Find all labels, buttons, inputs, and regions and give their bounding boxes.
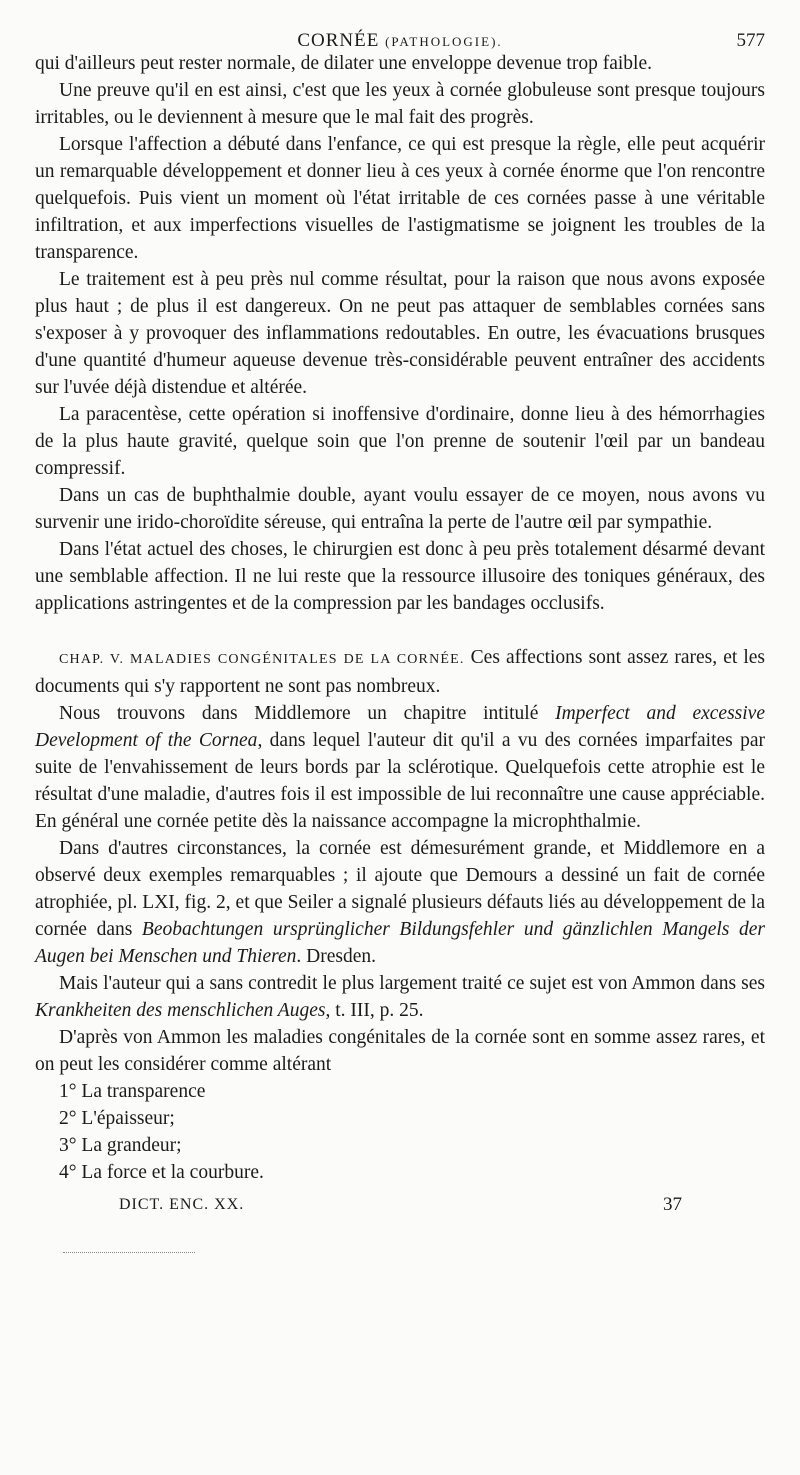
- paragraph: D'après von Ammon les maladies congénitales de la cornée sont en somme assez rares, et on peut les considérer comme altérant: [35, 1027, 765, 1075]
- list-item: 3° La grandeur;: [59, 1135, 182, 1156]
- page-header: [35, 0, 765, 50]
- sheet-number: 37: [663, 1194, 682, 1215]
- text-run: . Dresden.: [296, 946, 376, 967]
- text-run: Dans d'autres circonstances, la cornée est démesurément grande, et Middlemore en a observé deux exemples remarquables ; il ajoute que Demours a dessiné un fait de cornée atrophiée, pl. LXI, fig. 2, et que Seiler a signalé plusieurs défauts liés au développement de la cornée dans: [35, 838, 765, 940]
- chapter-heading: CHAP. V. MALADIES CONGÉNITALES DE LA CORNÉE.: [59, 652, 465, 667]
- dotted-rule: [63, 1252, 195, 1253]
- text-run: , t. III, p. 25.: [325, 1000, 424, 1021]
- page-number: 577: [736, 30, 765, 51]
- page-footer: [35, 1194, 765, 1254]
- text-run: Mais l'auteur qui a sans contredit le plus largement traité ce sujet est von Ammon dans ses: [59, 973, 765, 994]
- cited-title: Beobachtungen ursprünglicher Bildungsfehler und gänzlichlen Mangels der Augen bei Menschen und Thieren: [35, 919, 765, 967]
- chapter-paragraph: [35, 644, 765, 700]
- cited-title: Krankheiten des menschlichen Auges: [35, 1000, 326, 1021]
- paragraph: La paracentèse, cette opération si inoffensive d'ordinaire, donne lieu à des hémorrhagies de la plus haute gravité, quelque soin que l'on prenne de soutenir l'œil par un bandeau compressif.: [35, 404, 765, 479]
- paragraph: [35, 970, 765, 1024]
- paragraph: Dans l'état actuel des choses, le chirurgien est donc à peu près totalement désarmé devant une semblable affection. Il ne lui reste que la ressource illusoire des toniques généraux, des applications astringentes et de la compression par les bandages occlusifs.: [35, 539, 765, 614]
- paragraph: Dans un cas de buphthalmie double, ayant voulu essayer de ce moyen, nous avons vu survenir une irido-choroïdite séreuse, qui entraîna la perte de l'autre œil par sympathie.: [35, 485, 765, 533]
- running-title-subtitle: (PATHOLOGIE).: [385, 34, 503, 49]
- page-body: [35, 50, 765, 1186]
- paragraph: Lorsque l'affection a débuté dans l'enfance, ce qui est presque la règle, elle peut acquérir un remarquable développement et donner lieu à ces yeux à cornée énorme que l'on rencontre quelquefois. Puis vient un moment où l'état irritable de ces cornées passe à une véritable infiltration, et aux imperfections visuelles de l'astigmatisme se joignent les troubles de la transparence.: [35, 134, 765, 263]
- list-item: 2° L'épaisseur;: [59, 1108, 175, 1129]
- enumerated-list: [35, 1078, 765, 1186]
- paragraph: Une preuve qu'il en est ainsi, c'est que les yeux à cornée globuleuse sont presque toujours irritables, ou le deviennent à mesure que le mal fait des progrès.: [35, 80, 765, 128]
- running-title-main: CORNÉE: [297, 30, 380, 51]
- paragraph: qui d'ailleurs peut rester normale, de dilater une enveloppe devenue trop faible.: [35, 53, 652, 74]
- text-run: Nous trouvons dans Middlemore un chapitre intitulé: [59, 703, 556, 724]
- running-title: [35, 30, 765, 52]
- paragraph: Le traitement est à peu près nul comme résultat, pour la raison que nous avons exposée plus haut ; de plus il est dangereux. On ne peut pas attaquer de semblables cornées sans s'exposer à y provoquer des inflammations redoutables. En outre, les évacuations brusques d'une quantité d'humeur aqueuse devenue très-considérable peuvent entraîner des accidents sur l'uvée déjà distendue et altérée.: [35, 269, 765, 398]
- list-item: 4° La force et la courbure.: [59, 1162, 264, 1183]
- cited-title: Imperfect and excessive Development of the Cornea: [35, 703, 765, 751]
- text-run: , dans lequel l'auteur dit qu'il a vu des cornées imparfaites par suite de l'envahissement de leurs bords par la sclérotique. Quelquefois cette atrophie est le résultat d'une maladie, d'autres fois il est impossible de lui reconnaître une cause appréciable. En général une cornée petite dès la naissance accompagne la microphthalmie.: [35, 730, 765, 832]
- paragraph: [35, 700, 765, 835]
- paragraph: [35, 835, 765, 970]
- signature-mark: DICT. ENC. XX.: [119, 1196, 245, 1213]
- list-item: 1° La transparence: [59, 1081, 206, 1102]
- chapter-intro: Ces affections sont assez rares, et les documents qui s'y rapportent ne sont pas nombreux.: [35, 647, 765, 697]
